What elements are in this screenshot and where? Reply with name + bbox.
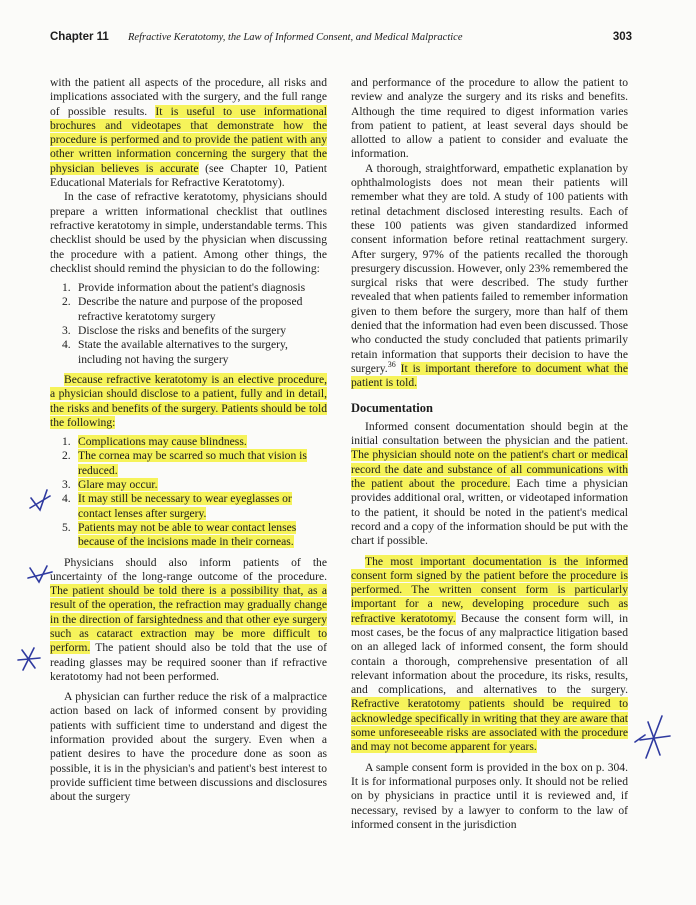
paragraph: Informed consent documentation should begin at the initial consultation between the physician and the patient. The physician should note on the patient's chart or medical record the date and substance of all communications with the patient about the procedure. Each time a physician provides additional oral, written, or videotaped information to the patient, it should be noted in the patient's medical record and a copy of the information should be put with the chart if possible.	[351, 419, 628, 548]
checklist-list	[50, 281, 327, 367]
list-item: 1. Provide information about the patient's diagnosis	[62, 281, 306, 295]
running-header	[50, 30, 632, 48]
pen-check-mark	[30, 490, 50, 510]
list-item: 4. It may still be necessary to wear eyeglasses or contact lenses after surgery.	[62, 492, 292, 520]
body-text: (see Chapter 10, Patient Educational Materials for Refractive Keratotomy).	[50, 161, 327, 190]
list-item: 3. Glare may occur.	[62, 478, 158, 492]
paragraph: Physicians should also inform patients of the uncertainty of the long-range outcome of the procedure. The patient should be told there is a possibility that, as a result of the operation, the refraction may gradually change in the direction of farsightedness and that other eye surgery such as cataract extraction may be more difficult to perform. The patient should also be told that the use of reading glasses may be required sooner than if refractive keratotomy had not been performed.	[50, 555, 327, 683]
paragraph	[50, 373, 327, 430]
paragraph: A thorough, straightforward, empathetic explanation by ophthalmologists does not mean their patients will remember what they are told. A study of 100 patients with retinal detachment disclosed interesting results. Each of these 100 patients was given standardized informed consent information before retinal reattachment surgery. After surgery, 97% of the patients recalled the thorough presurgery discussion. However, only 23% remembered the surgical risks that were described. The study further revealed that when patients failed to remember information given to them before the surgery, more than half of them denied that the information had even been discussed. Those who conducted the study concluded that patients primarily retain information that supports their decision to have the surgery.$^{36}$ It is important therefore to document what the patient is told.	[351, 161, 628, 390]
highlighted-text: Refractive keratotomy patients should be required to acknowledge specifically in writing that they are aware that some unforeseeable risks are associated with the procedure and may not become apparent for years.	[351, 697, 628, 754]
left-column	[50, 76, 327, 805]
paragraph: A sample consent form is provided in the box on p. 304. It is for informational purposes only. It should not be relied on by physicians in practice until it is reviewed and, if necessary, revised by a lawyer to conform to the law of informed consent in the jurisdiction	[351, 760, 628, 831]
list-item: 2. Describe the nature and purpose of the proposed refractive keratotomy surgery	[62, 295, 303, 323]
list-item: 4. State the available alternatives to the surgery, including not having the surgery	[62, 338, 288, 366]
paragraph: In the case of refractive keratotomy, physicians should prepare a written informational checklist that outlines refractive keratotomy in simple, understandable terms. This checklist should be used by the physician when discussing the procedure with a patient. Among other things, the checklist should remind the physician to do the following:	[50, 190, 327, 275]
paragraph: A physician can further reduce the risk of a malpractice action based on lack of informed consent by providing patients with sufficient time to understand and digest the information provided about the surgery. Even when a patient desires to have the procedure done as soon as possible, it is in the physician's and patient's best interest to provide sufficient time between discussions and disclosures about the surgery	[50, 690, 327, 804]
highlighted-text: It is useful to use informational brochures and videotapes that demonstrate how the procedure is performed and to provide the patient with any other written information concerning the surgery that the physician believes is accurate	[50, 104, 327, 175]
running-title: Refractive Keratotomy, the Law of Informed Consent, and Medical Malpractice	[128, 32, 463, 43]
highlighted-text: The most important documentation is the informed consent form signed by the patient before the procedure is performed. The written consent form is particularly important for a new, developing procedure such as refractive keratotomy.	[351, 554, 628, 625]
pen-x-mark	[635, 716, 670, 758]
list-item: 3. Disclose the risks and benefits of the surgery	[62, 324, 287, 338]
paragraph: and performance of the procedure to allow the patient to review and analyze the surgery and its risks and benefits. Although the time required to digest information varies from patient to patient, at least several days should be allotted to allow a patient to consider and evaluate the information.	[351, 76, 628, 161]
list-item: 1. Complications may cause blindness.	[62, 435, 247, 449]
paragraph	[50, 76, 327, 190]
body-text: with the patient all aspects of the procedure, all risks and implications associated with the surgery, and the full range of possible results.	[50, 76, 327, 118]
highlighted-text: The physician should note on the patient's chart or medical record the date and substance of all communications with the patient about the procedure.	[351, 448, 628, 491]
right-column	[351, 76, 628, 832]
list-item: 2. The cornea may be scarred so much that vision is reduced.	[62, 449, 307, 477]
page-number: 303	[612, 31, 632, 43]
section-heading: Documentation	[351, 400, 433, 415]
highlighted-text: It is important therefore to document what the patient is told.	[351, 361, 628, 390]
paragraph: The most important documentation is the informed consent form signed by the patient before the procedure is performed. The written consent form is particularly important for a new, developing procedure such as refractive keratotomy. Because the consent form will, in most cases, be the focus of any malpractice litigation based on an alleged lack of informed consent, the form should contain a thorough, comprehensive presentation of all relevant information about the procedure, its risks, results, and complications, and alternatives to the surgery. Refractive keratotomy patients should be required to acknowledge specifically in writing that they are aware that some unforeseeable risks are associated with the procedure and may not become apparent for years.	[351, 554, 629, 754]
highlighted-text: The patient should be told there is a possibility that, as a result of the operation, the refraction may gradually change in the direction of farsightedness and that other eye surgery such as cataract extraction may be more difficult to perform.	[50, 584, 327, 655]
list-item: 5. Patients may not be able to wear contact lenses because of the incisions made in their corneas.	[62, 520, 297, 549]
highlighted-text: Because refractive keratotomy is an elective procedure, a physician should disclose to a patient, fully and in detail, the risks and benefits of the surgery. Patients should be told the following:	[50, 372, 327, 429]
risks-list	[50, 435, 327, 549]
pen-check-mark	[28, 566, 52, 582]
pen-x-mark	[18, 648, 40, 670]
citation: 36	[387, 360, 396, 370]
chapter-label: Chapter 11	[50, 31, 109, 43]
